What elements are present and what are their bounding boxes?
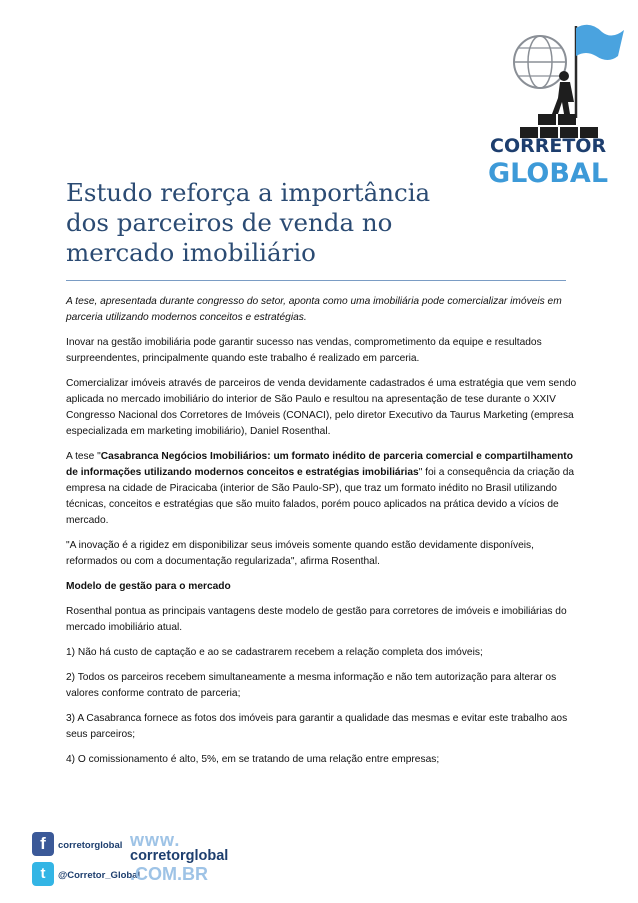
paragraph-1: Inovar na gestão imobiliária pode garantir sucesso nas vendas, comprometimento da equipe e resultados surpreendentes, principalmente quando este trabalho é realizado em parceria.: [66, 337, 542, 364]
paragraph-5: Rosenthal pontua as principais vantagens deste modelo de gestão para corretores de imóveis e imobiliárias do mercado imobiliário atual.: [66, 606, 567, 633]
paragraph-2: Comercializar imóveis através de parceiros de venda devidamente cadastrados é uma estratégia que vem sendo aplicada no mercado imobiliário do interior de São Paulo e resultou na apresentação de tese durante o XXIV Congresso Nacional dos Corretores de Imóveis (CONACI), pelo diretor Executivo da Taurus Marketing (empresa especializada em marketing imobiliário), Daniel Rosenthal.: [66, 378, 577, 437]
paragraph-3-rest: " foi a consequência da criação da empresa na cidade de Piracicaba (interior de São Paulo-SP), que traz um formato inédito no Brasil utilizando técnicas, conceitos e estratégias que são muito falados, porém pouco aplicados na prática devido a vícios de mercado.: [66, 467, 575, 526]
website-domain: corretorglobal: [130, 848, 229, 864]
article-body: [66, 294, 578, 777]
twitter-icon[interactable]: t: [32, 862, 54, 886]
title-divider: [66, 280, 566, 281]
list-item: 2) Todos os parceiros recebem simultaneamente a mesma informação e não tem autorização para alterar os valores conforme contrato de parceria;: [66, 672, 557, 699]
article-lead: A tese, apresentada durante congresso do setor, aponta como uma imobiliária pode comercializar imóveis em parceria utilizando modernos conceitos e estratégias.: [66, 296, 562, 323]
section-heading: [66, 579, 578, 595]
logo-text-line1: CORRETOR: [490, 135, 607, 157]
facebook-handle[interactable]: corretorglobal: [58, 840, 123, 851]
website-prefix: www.: [130, 830, 181, 850]
facebook-icon[interactable]: f: [32, 832, 54, 856]
paragraph-3: [66, 449, 578, 529]
website-link[interactable]: [130, 832, 250, 892]
logo-graphic: [478, 10, 628, 190]
paragraph-3-open: A tese ": [66, 451, 101, 462]
list-item: 4) O comissionamento é alto, 5%, em se tratando de uma relação entre empresas;: [66, 754, 440, 765]
article-title: Estudo reforça a importância dos parceiros de venda no mercado imobiliário: [66, 178, 431, 267]
list-item: 3) A Casabranca fornece as fotos dos imóveis para garantir a qualidade das mesmas e evitar este trabalho aos seus parceiros;: [66, 713, 568, 740]
list-item: 1) Não há custo de captação e ao se cadastrarem recebem a relação completa dos imóveis;: [66, 647, 483, 658]
logo-text-line2: GLOBAL: [488, 158, 609, 189]
footer-social: [28, 832, 368, 892]
website-suffix: .COM.BR: [130, 864, 208, 884]
thesis-title: Casabranca Negócios Imobiliários: um formato inédito de parceria comercial e compartilhamento de informações utilizando modernos conceitos e estratégias imobiliárias: [66, 451, 573, 478]
corretor-global-logo: [478, 10, 628, 190]
section-heading-text: Modelo de gestão para o mercado: [66, 581, 231, 592]
twitter-handle[interactable]: @Corretor_Global: [58, 870, 141, 881]
paragraph-4-quote: "A inovação é a rigidez em disponibilizar seus imóveis somente quando estão devidamente disponíveis, reformados ou com a documentação regularizada", afirma Rosenthal.: [66, 540, 534, 567]
